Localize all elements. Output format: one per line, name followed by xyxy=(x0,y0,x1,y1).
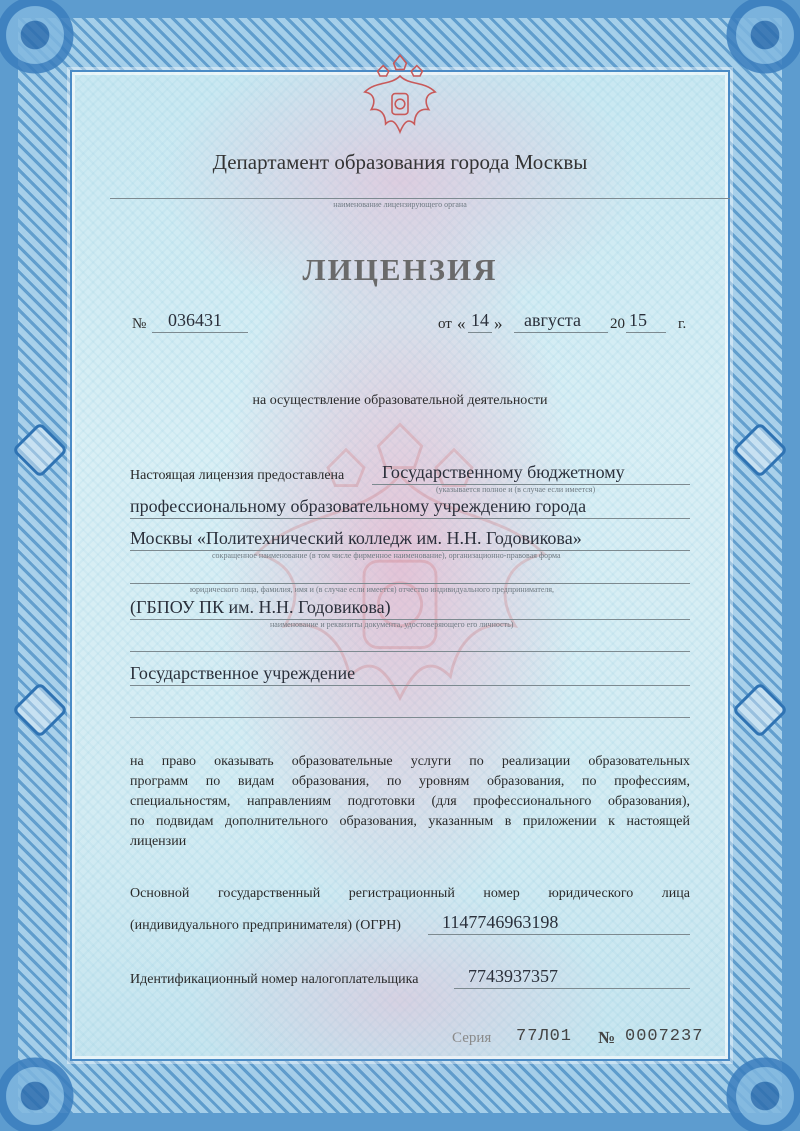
license-number: 036431 xyxy=(168,310,222,330)
licensing-authority-name: Департамент образования города Москвы xyxy=(212,150,588,174)
license-year: 15 xyxy=(629,310,647,330)
date-open-quote: « xyxy=(457,314,466,333)
year-prefix: 20 xyxy=(610,316,625,332)
ogrn-label-line-1: Основной государственный регистрационный номер юридического лица xyxy=(130,886,690,901)
rights-line-2: программ по видам образования, по уровням образования, по профессиям, xyxy=(130,774,690,789)
series-number-label: № xyxy=(598,1028,616,1047)
series-number: 0007237 xyxy=(625,1027,704,1046)
year-label: г. xyxy=(678,316,687,332)
rights-paragraph xyxy=(130,752,690,852)
rights-line-5: лицензии xyxy=(130,834,187,849)
grantee-underline-6 xyxy=(130,651,690,652)
grantee-underline-4 xyxy=(130,583,690,584)
inn-value: 7743937357 xyxy=(468,966,558,986)
inn-underline xyxy=(454,988,690,989)
coat-of-arms-emblem xyxy=(360,52,440,140)
grantee-line-5: (ГБПОУ ПК им. Н.Н. Годовикова) xyxy=(130,597,391,617)
grantee-line-2: профессиональному образовательному учреждению города xyxy=(130,496,587,516)
grantee-caption-1: (указывается полное и (в случае если имеется) xyxy=(436,485,596,494)
ogrn-label-line-2: (индивидуального предпринимателя) (ОГРН) xyxy=(130,918,401,933)
rights-line-1: на право оказывать образовательные услуги по реализации образовательных xyxy=(130,754,690,769)
document-title: ЛИЦЕНЗИЯ xyxy=(302,252,498,287)
grantee-caption-4: юридического лица, фамилия, имя и (в случае если имеется) отчество индивидуального предпринимателя, xyxy=(190,585,555,594)
grantee-line-3: Москвы «Политехнический колледж им. Н.Н. Годовикова» xyxy=(130,528,582,548)
number-underline xyxy=(152,332,248,333)
grantee-caption-3: сокращенное наименование (в том числе фирменное наименование), организационно-правовая форма xyxy=(212,551,561,560)
rights-line-3: специальностям, направлениям подготовки (для профессионального образования), xyxy=(130,794,690,809)
series-label: Серия xyxy=(452,1030,492,1046)
license-month: августа xyxy=(524,310,581,330)
date-from-label: от xyxy=(438,316,452,332)
ogrn-value: 1147746963198 xyxy=(442,912,559,932)
license-day: 14 xyxy=(471,310,489,330)
ogrn-underline xyxy=(428,934,690,935)
day-underline xyxy=(468,332,492,333)
grantee-line-6: Государственное учреждение xyxy=(130,663,356,683)
inn-label: Идентификационный номер налогоплательщика xyxy=(130,972,419,987)
grantee-underline-2 xyxy=(130,518,690,519)
license-purpose: на осуществление образовательной деятельности xyxy=(252,393,548,408)
grantee-underline-7 xyxy=(130,685,690,686)
series-value: 77Л01 xyxy=(516,1027,573,1046)
date-close-quote: » xyxy=(494,314,503,333)
year-underline xyxy=(626,332,666,333)
grantee-underline-8 xyxy=(130,717,690,718)
grantee-intro: Настоящая лицензия предоставлена xyxy=(130,468,345,483)
authority-underline xyxy=(110,198,730,199)
number-label: № xyxy=(132,316,147,332)
grantee-line-1: Государственному бюджетному xyxy=(382,462,625,482)
authority-caption: наименование лицензирующего органа xyxy=(333,200,467,209)
rights-line-4: по подвидам дополнительного образования, указанным в приложении к настоящей xyxy=(130,814,690,829)
grantee-caption-5: наименование и реквизиты документа, удостоверяющего его личность) xyxy=(270,620,514,629)
month-underline xyxy=(514,332,608,333)
